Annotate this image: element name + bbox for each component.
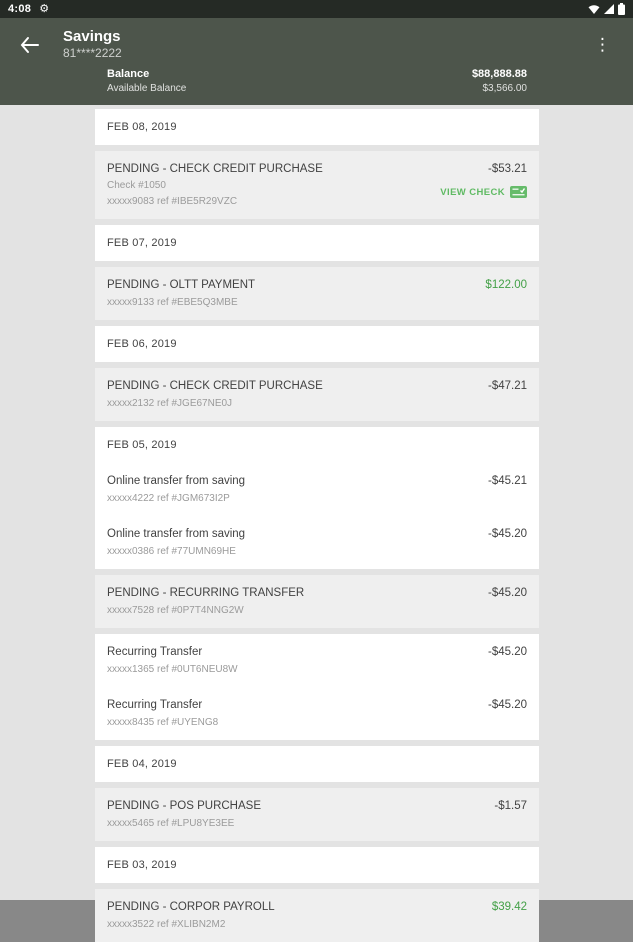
settings-icon: ⚙ xyxy=(39,2,50,15)
transaction-amount: -$45.20 xyxy=(487,646,527,658)
account-number: 81****2222 xyxy=(63,46,122,60)
transaction-ref: xxxxx8435 ref #UYENG8 xyxy=(107,717,219,728)
overflow-menu-button[interactable]: ⋮ xyxy=(586,32,619,57)
check-image-icon xyxy=(510,186,527,198)
back-button[interactable] xyxy=(14,31,45,59)
view-check-link[interactable] xyxy=(440,186,527,198)
transaction-amount: -$47.21 xyxy=(487,380,527,392)
date-header-row xyxy=(95,847,539,883)
transaction-info xyxy=(107,586,304,617)
transaction-info xyxy=(107,379,323,410)
balance-label: Balance xyxy=(107,68,150,80)
account-header xyxy=(0,18,633,105)
transaction-title: Online transfer from saving xyxy=(107,528,246,540)
transaction-ref: xxxxx5465 ref #LPU8YE3EE xyxy=(107,818,235,829)
transaction-info xyxy=(107,474,245,505)
status-time: 4:08 xyxy=(8,3,32,15)
transaction-row[interactable] xyxy=(95,463,539,516)
transaction-amount: -$45.20 xyxy=(487,699,527,711)
transaction-list xyxy=(95,105,539,942)
transaction-info xyxy=(107,799,261,830)
date-label: FEB 04, 2019 xyxy=(107,758,177,770)
transaction-title: PENDING - RECURRING TRANSFER xyxy=(107,587,305,599)
transaction-info xyxy=(107,162,323,208)
title-block xyxy=(63,28,122,61)
transaction-amount-block xyxy=(478,527,527,558)
transaction-title: PENDING - OLTT PAYMENT xyxy=(107,279,256,291)
transaction-amount: $122.00 xyxy=(485,279,527,291)
date-label: FEB 06, 2019 xyxy=(107,338,177,350)
transaction-amount-block xyxy=(475,278,527,309)
transaction-info xyxy=(107,278,255,309)
page-title: Savings xyxy=(63,28,121,45)
transaction-row[interactable] xyxy=(95,889,539,942)
transaction-amount-block xyxy=(478,645,527,676)
transaction-title: Recurring Transfer xyxy=(107,699,203,711)
date-header-row xyxy=(95,326,539,362)
transaction-title: PENDING - CHECK CREDIT PURCHASE xyxy=(107,380,323,392)
date-header-row xyxy=(95,746,539,782)
transaction-row[interactable] xyxy=(95,575,539,628)
transaction-row[interactable] xyxy=(95,151,539,219)
transaction-amount-block xyxy=(478,698,527,729)
transaction-row[interactable] xyxy=(95,788,539,841)
transaction-title: Online transfer from saving xyxy=(107,475,246,487)
transaction-row[interactable] xyxy=(95,516,539,569)
balance-block xyxy=(95,65,539,96)
available-balance-label: Available Balance xyxy=(107,83,187,94)
transaction-ref: xxxxx2132 ref #JGE67NE0J xyxy=(107,398,233,409)
transaction-title: Recurring Transfer xyxy=(107,646,203,658)
available-balance-value: $3,566.00 xyxy=(482,83,527,94)
view-check-label: VIEW CHECK xyxy=(440,186,505,198)
date-label: FEB 08, 2019 xyxy=(107,121,177,133)
status-bar xyxy=(0,0,633,18)
date-header-row xyxy=(95,109,539,145)
transaction-check-number: Check #1050 xyxy=(107,180,166,191)
transaction-ref: xxxxx7528 ref #0P7T4NNG2W xyxy=(107,605,244,616)
app-bar xyxy=(0,18,633,65)
transaction-info xyxy=(107,645,238,676)
transaction-amount-block xyxy=(478,586,527,617)
wifi-icon xyxy=(588,4,600,15)
transaction-ref: xxxxx9133 ref #EBE5Q3MBE xyxy=(107,297,238,308)
date-header-row xyxy=(95,225,539,261)
transaction-ref: xxxxx1365 ref #0UT6NEU8W xyxy=(107,664,238,675)
transaction-amount: -$1.57 xyxy=(494,800,527,812)
date-label: FEB 07, 2019 xyxy=(107,237,177,249)
transaction-info xyxy=(107,900,275,931)
transaction-ref: xxxxx3522 ref #XLIBN2M2 xyxy=(107,919,226,930)
battery-icon xyxy=(618,3,625,15)
transaction-amount: $39.42 xyxy=(491,901,527,913)
transaction-info xyxy=(107,527,245,558)
transaction-title: PENDING - CHECK CREDIT PURCHASE xyxy=(107,163,323,175)
transaction-ref: xxxxx4222 ref #JGM673I2P xyxy=(107,493,230,504)
balance-row xyxy=(107,67,527,82)
transaction-amount-block xyxy=(478,474,527,505)
transaction-amount: -$45.20 xyxy=(487,587,527,599)
available-balance-row xyxy=(107,82,527,96)
transaction-amount: -$53.21 xyxy=(487,163,527,175)
date-header-row xyxy=(95,427,539,463)
back-arrow-icon xyxy=(20,37,39,53)
transaction-ref: xxxxx0386 ref #77UMN69HE xyxy=(107,546,236,557)
transaction-amount: -$45.21 xyxy=(487,475,527,487)
transaction-info xyxy=(107,698,218,729)
date-label: FEB 03, 2019 xyxy=(107,859,177,871)
transaction-amount: -$45.20 xyxy=(487,528,527,540)
transaction-ref: xxxxx9083 ref #IBE5R29VZC xyxy=(107,196,238,207)
transaction-row[interactable] xyxy=(95,634,539,687)
transaction-row[interactable] xyxy=(95,267,539,320)
balance-value: $88,888.88 xyxy=(471,68,527,80)
transaction-row[interactable] xyxy=(95,368,539,421)
date-label: FEB 05, 2019 xyxy=(107,439,177,451)
transaction-title: PENDING - CORPOR PAYROLL xyxy=(107,901,275,913)
transaction-amount-block xyxy=(430,162,527,208)
transaction-amount-block xyxy=(482,900,527,931)
cell-signal-icon xyxy=(603,4,615,15)
transaction-row[interactable] xyxy=(95,687,539,740)
transaction-title: PENDING - POS PURCHASE xyxy=(107,800,261,812)
transaction-amount-block xyxy=(478,379,527,410)
transaction-amount-block xyxy=(484,799,527,830)
